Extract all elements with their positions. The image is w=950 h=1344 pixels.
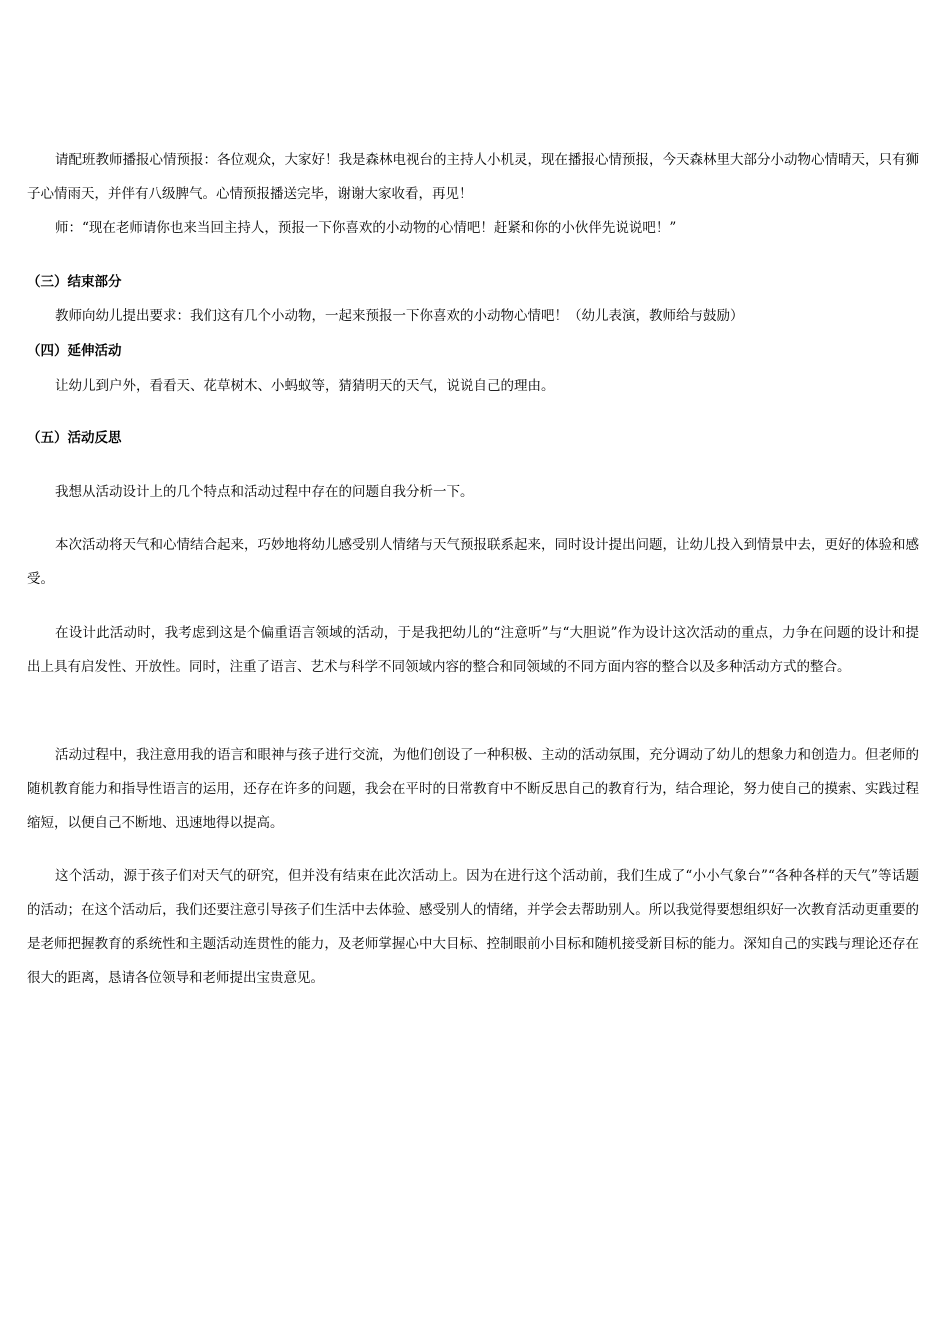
heading-section-3: （三）结束部分 — [27, 274, 122, 290]
paragraph-reflection-process: 活动过程中，我注意用我的语言和眼神与孩子进行交流，为他们创设了一种积极、主动的活动氛围，充分调动了幼儿的想象力和创造力。但老师的随机教育能力和指导性语言的运用，还存在许多的问题，我会在平时的日常教育中不断反思自己的教育行为，结合理论，努力使自己的摸索、实践过程缩短，以便自己不断地、迅速地得以提高。 — [27, 747, 919, 831]
paragraph-reflection-language: 在设计此活动时，我考虑到这是个偏重语言领域的活动，于是我把幼儿的“注意听”与“大胆说”作为设计这次活动的重点，力争在问题的设计和提出上具有启发性、开放性。同时，注重了语言、艺术与科学不同领域内容的整合和同领域的不同方面内容的整合以及多种活动方式的整合。 — [27, 625, 919, 675]
paragraph-teacher-prompt: 师：“现在老师请你也来当回主持人，预报一下你喜欢的小动物的心情吧！赶紧和你的小伙伴先说说吧！” — [55, 220, 677, 236]
paragraph-section-4: 让幼儿到户外，看看天、花草树木、小蚂蚁等，猜猜明天的天气，说说自己的理由。 — [55, 378, 555, 394]
paragraph-reflection-intro: 我想从活动设计上的几个特点和活动过程中存在的问题自我分析一下。 — [55, 484, 474, 500]
heading-section-5: （五）活动反思 — [27, 430, 122, 446]
paragraph-section-3: 教师向幼儿提出要求：我们这有几个小动物，一起来预报一下你喜欢的小动物心情吧！（幼儿表演，教师给与鼓励） — [55, 308, 744, 324]
paragraph-weather-broadcast: 请配班教师播报心情预报：各位观众，大家好！我是森林电视台的主持人小机灵，现在播报心情预报，今天森林里大部分小动物心情晴天，只有狮子心情雨天，并伴有八级脾气。心情预报播送完毕，谢谢大家收看，再见！ — [27, 152, 919, 202]
paragraph-reflection-design: 本次活动将天气和心情结合起来，巧妙地将幼儿感受别人情绪与天气预报联系起来，同时设计提出问题，让幼儿投入到情景中去，更好的体验和感受。 — [27, 537, 919, 587]
heading-section-4: （四）延伸活动 — [27, 343, 122, 359]
paragraph-reflection-summary: 这个活动，源于孩子们对天气的研究，但并没有结束在此次活动上。因为在进行这个活动前，我们生成了“小小气象台”“各种各样的天气”等话题的活动；在这个活动后，我们还要注意引导孩子们生活中去体验、感受别人的情绪，并学会去帮助别人。所以我觉得要想组织好一次教育活动更重要的是老师把握教育的系统性和主题活动连贯性的能力，及老师掌握心中大目标、控制眼前小目标和随机接受新目标的能力。深知自己的实践与理论还存在很大的距离，恳请各位领导和老师提出宝贵意见。 — [27, 868, 919, 986]
